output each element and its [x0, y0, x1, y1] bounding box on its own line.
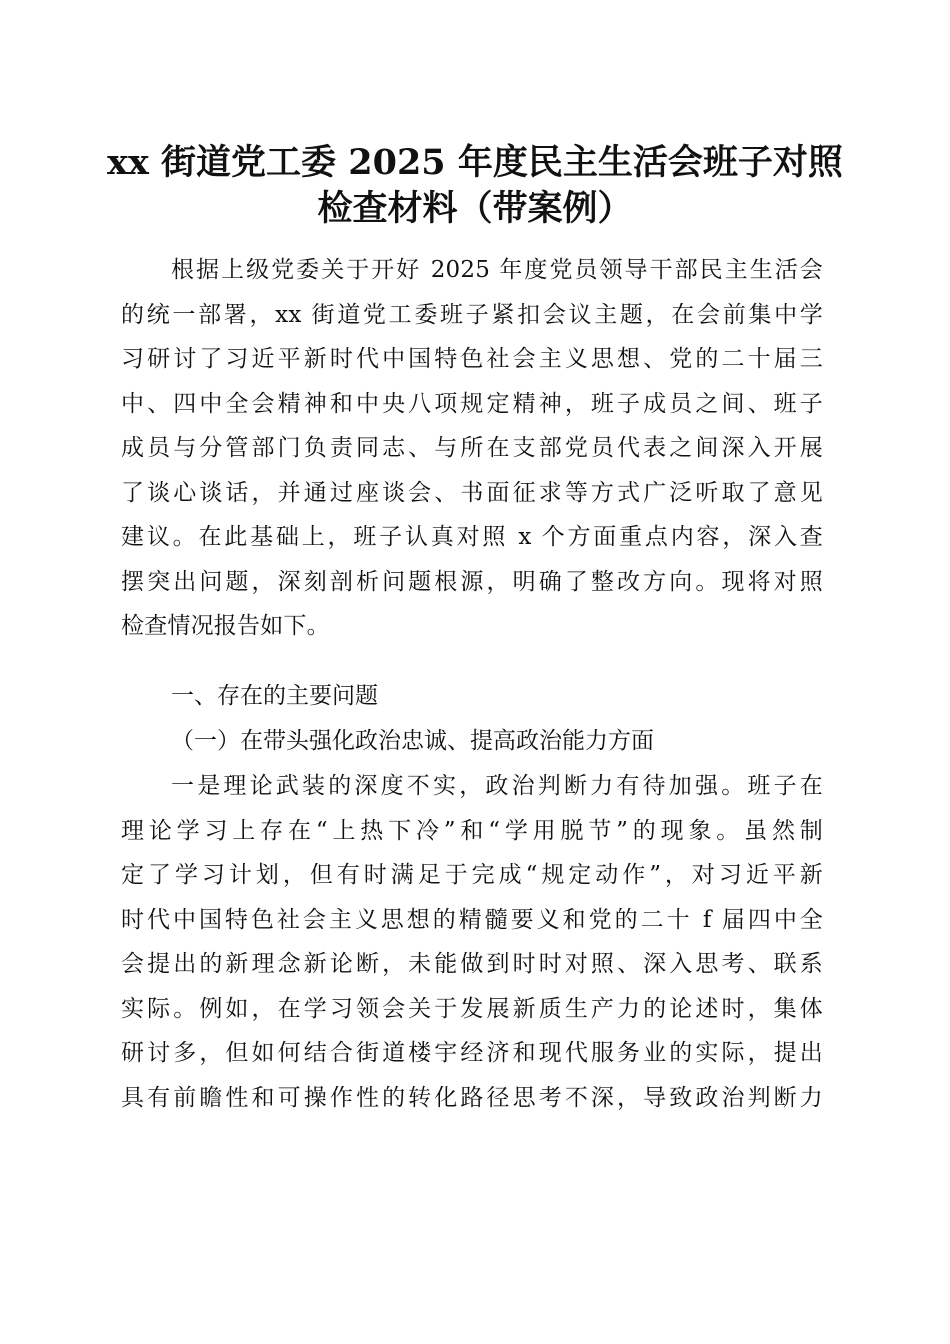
- intro-paragraph-line: 习研讨了习近平新时代中国特色社会主义思想、党的二十届三: [121, 346, 823, 372]
- intro-paragraph-line: 建议。在此基础上，班子认真对照 x 个方面重点内容，深入查: [121, 524, 823, 550]
- point-paragraph-line: 理论学习上存在“上热下冷”和“学用脱节”的现象。虽然制: [121, 817, 823, 844]
- intro-paragraph-line: 的统一部署，xx 街道党工委班子紧扣会议主题，在会前集中学: [121, 301, 823, 328]
- point-paragraph-line: 一是理论武装的深度不实，政治判断力有待加强。班子在: [171, 773, 823, 799]
- point-paragraph-line: 定了学习计划，但有时满足于完成“规定动作”，对习近平新: [121, 862, 823, 888]
- intro-paragraph-line: 了谈心谈话，并通过座谈会、书面征求等方式广泛听取了意见: [121, 479, 823, 506]
- intro-paragraph-line: 成员与分管部门负责同志、与所在支部党员代表之间深入开展: [121, 435, 823, 461]
- section-heading: 一、存在的主要问题: [171, 683, 378, 709]
- document-title-line-2: 检查材料（带案例）: [317, 188, 633, 229]
- document-title-line-1: xx 街道党工委 2025 年度民主生活会班子对照: [107, 142, 843, 183]
- point-paragraph-line: 会提出的新理念新论断，未能做到时时对照、深入思考、联系: [121, 951, 823, 977]
- point-paragraph-line: 具有前瞻性和可操作性的转化路径思考不深，导致政治判断力: [121, 1084, 823, 1111]
- intro-paragraph-line: 摆突出问题，深刻剖析问题根源，明确了整改方向。现将对照: [121, 568, 823, 595]
- point-paragraph-line: 时代中国特色社会主义思想的精髓要义和党的二十 f 届四中全: [121, 906, 823, 933]
- intro-paragraph-line: 检查情况报告如下。: [121, 613, 330, 639]
- intro-paragraph-line: 中、四中全会精神和中央八项规定精神，班子成员之间、班子: [121, 390, 823, 417]
- point-paragraph-line: 实际。例如，在学习领会关于发展新质生产力的论述时，集体: [121, 995, 823, 1022]
- intro-paragraph-line: 根据上级党委关于开好 2025 年度党员领导干部民主生活会: [171, 257, 823, 283]
- point-paragraph-line: 研讨多，但如何结合街道楼宇经济和现代服务业的实际，提出: [121, 1040, 823, 1066]
- subsection-heading: （一）在带头强化政治忠诚、提高政治能力方面: [171, 728, 654, 754]
